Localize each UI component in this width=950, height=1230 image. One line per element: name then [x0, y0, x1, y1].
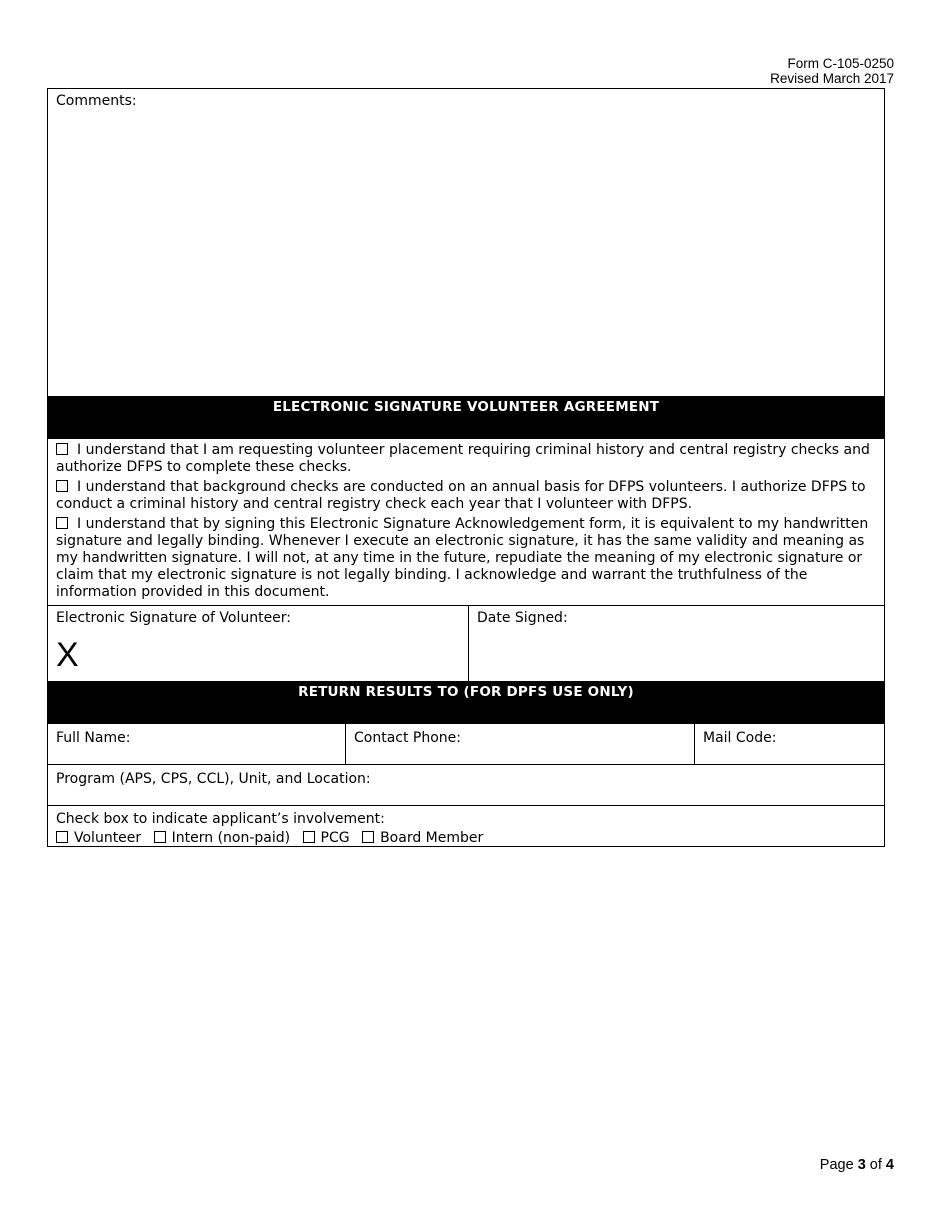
form-header [770, 56, 894, 86]
full-name-field[interactable] [48, 724, 346, 764]
full-name-label: Full Name: [56, 730, 131, 746]
agreement-item [56, 479, 877, 513]
return-results-header: RETURN RESULTS TO (FOR DPFS USE ONLY) [47, 682, 885, 724]
signature-field[interactable] [48, 606, 469, 681]
contact-phone-field[interactable] [346, 724, 695, 764]
contact-phone-label: Contact Phone: [354, 730, 462, 746]
agreement-item [56, 516, 877, 601]
board-member-checkbox[interactable] [362, 831, 374, 843]
involvement-options [56, 830, 876, 847]
contact-row [47, 724, 885, 765]
signature-row [47, 605, 885, 682]
intern-option-label: Intern (non-paid) [171, 830, 291, 846]
volunteer-option-label: Volunteer [74, 830, 142, 846]
pcg-option-label: PCG [320, 830, 350, 846]
intern-checkbox[interactable] [154, 831, 166, 843]
agreement-text: I understand that by signing this Electronic Signature Acknowledgement form, it is equivalent to my handwritten signature and legally binding. Whenever I execute an electronic signature, it has the same validity and meaning as my handwritten signature. I will not, at any time in the future, repudiate the meaning of my electronic signature or claim that my electronic signature is not legally binding. I acknowledge and warrant the truthfulness of the information provided in this document. [56, 516, 869, 600]
involvement-label: Check box to indicate applicant’s involvement: [56, 811, 385, 827]
involvement-field [48, 806, 884, 846]
page-number [820, 1157, 894, 1173]
revised-date: Revised March 2017 [770, 71, 894, 86]
form-number: Form C-105-0250 [787, 56, 894, 71]
agreement-item [56, 442, 877, 476]
pcg-checkbox[interactable] [303, 831, 315, 843]
involvement-row [47, 806, 885, 847]
page-total: 4 [885, 1157, 894, 1173]
agreement-checkbox-2[interactable] [56, 480, 68, 492]
comments-label: Comments: [56, 93, 137, 109]
board-member-option-label: Board Member [380, 830, 484, 846]
signature-label: Electronic Signature of Volunteer: [56, 610, 292, 626]
agreement-text: I understand that background checks are conducted on an annual basis for DFPS volunteers. I authorize DFPS to conduct a criminal history and central registry check each year that I volunteer with DFPS. [56, 479, 866, 512]
volunteer-form [47, 88, 885, 847]
agreement-text: I understand that I am requesting volunteer placement requiring criminal history and central registry checks and authorize DFPS to complete these checks. [56, 442, 870, 475]
comments-box[interactable] [47, 88, 885, 397]
agreement-checkbox-3[interactable] [56, 517, 68, 529]
page-current: 3 [857, 1157, 866, 1173]
agreement-section [47, 439, 885, 605]
agreement-checkbox-1[interactable] [56, 443, 68, 455]
program-label: Program (APS, CPS, CCL), Unit, and Location: [56, 771, 371, 787]
program-row [47, 765, 885, 806]
signature-x-mark: X [56, 636, 79, 674]
page-of: of [865, 1157, 886, 1173]
page-prefix: Page [819, 1157, 858, 1173]
program-field[interactable] [48, 765, 884, 805]
agreement-header: ELECTRONIC SIGNATURE VOLUNTEER AGREEMENT [47, 397, 885, 439]
date-signed-field[interactable] [469, 606, 884, 681]
date-signed-label: Date Signed: [477, 610, 568, 626]
volunteer-checkbox[interactable] [56, 831, 68, 843]
mail-code-label: Mail Code: [703, 730, 777, 746]
mail-code-field[interactable] [695, 724, 884, 764]
